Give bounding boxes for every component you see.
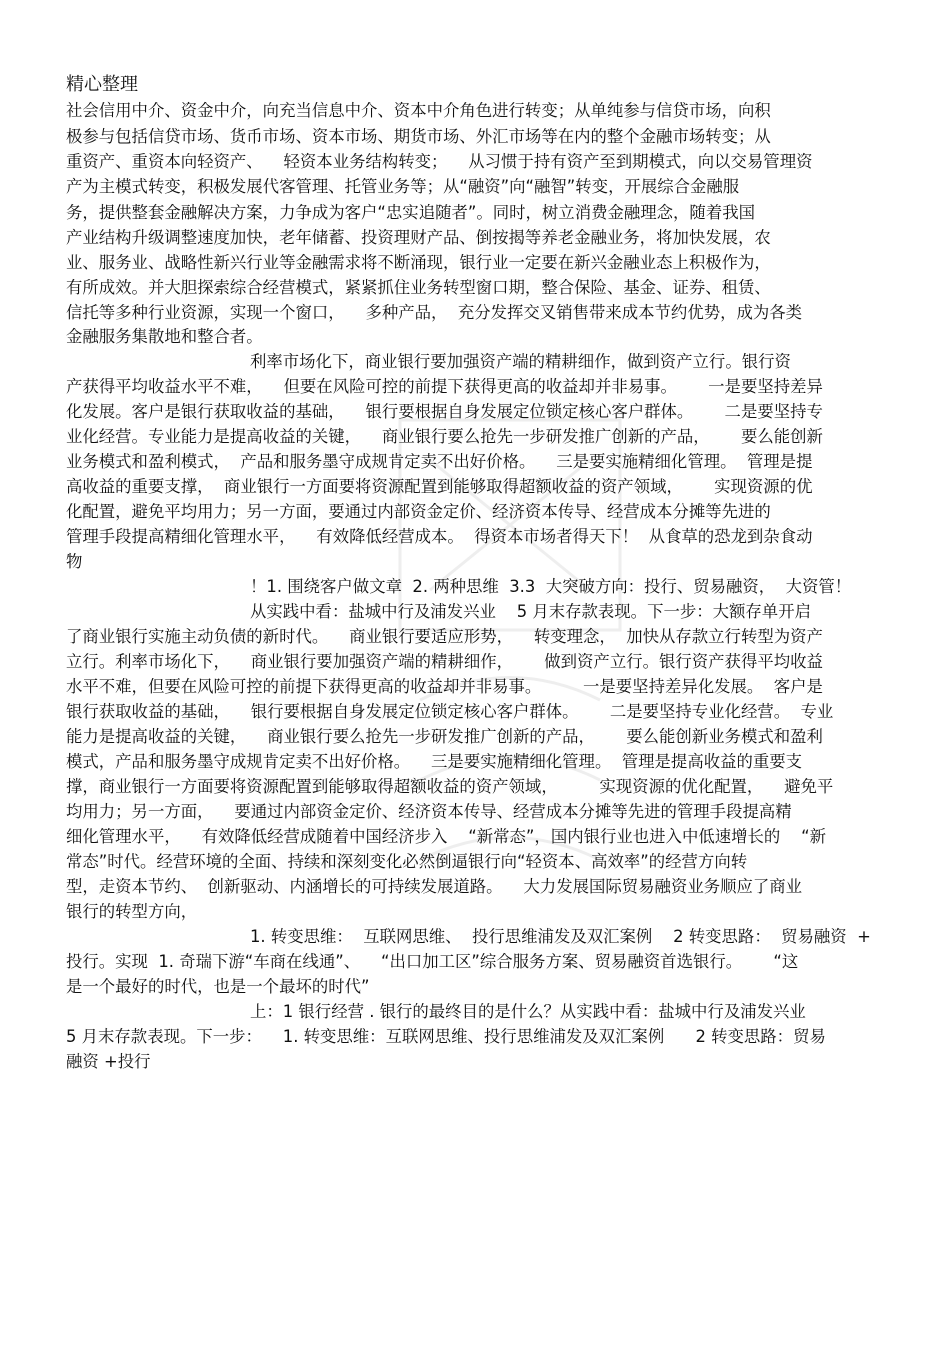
text-line: 业、服务业、战略性新兴行业等金融需求将不断涌现，银行业一定要在新兴金融业态上积极作为， [66, 253, 771, 272]
text-line: ！1. 围绕客户做文章 2. 两种思维 3.3 大突破方向：投行、贸易融资， 大资管！ [250, 577, 852, 596]
text-line: 金融服务集散地和整合者。 [66, 327, 263, 346]
text-line: 社会信用中介、资金中介，向充当信息中介、资本中介角色进行转变；从单纯参与信贷市场，向积 [66, 101, 771, 120]
text-line: 务，提供整套金融解决方案，力争成为客户“忠实追随者”。同时，树立消费金融理念，随着我国 [66, 203, 755, 222]
text-line: 融资 +投行 [66, 1052, 151, 1071]
text-line: 水平不难，但要在风险可控的前提下获得更高的收益却并非易事。 一是要坚持差异化发展。 客户是 [66, 677, 823, 696]
text-line: 投行。实现 1. 奇瑞下游“车商在线通”、 “出口加工区”综合服务方案、贸易融资首选银行。 “这 [66, 952, 799, 971]
text-line: 业务模式和盈利模式， 产品和服务墨守成规肯定卖不出好价格。 三是要实施精细化管理。 管理是提 [66, 452, 813, 471]
text-line: 高收益的重要支撑， 商业银行一方面要将资源配置到能够取得超额收益的资产领域， 实现资源的优 [66, 477, 813, 496]
text-line: 常态”时代。经营环境的全面、持续和深刻变化必然倒逼银行向“轻资本、高效率”的经营方向转 [66, 852, 748, 871]
text-line: 模式，产品和服务墨守成规肯定卖不出好价格。 三是要实施精细化管理。 管理是提高收益的重要支 [66, 752, 803, 771]
text-line: 有所成效。并大胆探索综合经营模式，紧紧抓住业务转型窗口期，整合保险、基金、证券、租赁、 [66, 278, 771, 297]
text-line: 能力是提高收益的关键， 商业银行要么抢先一步研发推广创新的产品， 要么能创新业务模式和盈利 [66, 727, 823, 746]
text-line: 撑，商业银行一方面要将资源配置到能够取得超额收益的资产领域， 实现资源的优化配置， 避免平 [66, 777, 834, 796]
text-line: 是一个最好的时代，也是一个最坏的时代” [66, 977, 370, 996]
text-line: 型，走资本节约、 创新驱动、内涵增长的可持续发展道路。 大力发展国际贸易融资业务顺应了商业 [66, 877, 803, 896]
text-line: 信托等多种行业资源，实现一个窗口， 多种产品， 充分发挥交叉销售带来成本节约优势，成为各类 [66, 303, 803, 322]
text-line: 物 [66, 552, 83, 571]
text-line: 上：1 银行经营 . 银行的最终目的是什么？从实践中看：盐城中行及浦发兴业 [250, 1002, 806, 1021]
text-line: 1. 转变思维： 互联网思维、 投行思维浦发及双汇案例 2 转变思路： 贸易融资 + [250, 927, 871, 946]
document-header: 精心整理 [66, 74, 138, 95]
text-line: 极参与包括信贷市场、货币市场、资本市场、期货市场、外汇市场等在内的整个金融市场转变；从 [66, 127, 771, 146]
text-line: 利率市场化下，商业银行要加强资产端的精耕细作，做到资产立行。银行资 [250, 352, 791, 371]
text-line: 产获得平均收益水平不难， 但要在风险可控的前提下获得更高的收益却并非易事。 一是要坚持差异 [66, 377, 823, 396]
text-line: 业化经营。专业能力是提高收益的关键， 商业银行要么抢先一步研发推广创新的产品， 要么能创新 [66, 427, 823, 446]
text-line: 银行的转型方向， [66, 902, 198, 921]
text-line: 均用力；另一方面， 要通过内部资金定价、经济资本传导、经营成本分摊等先进的管理手段提高精 [66, 802, 792, 821]
text-line: 重资产、重资本向轻资产、 轻资本业务结构转变； 从习惯于持有资产至到期模式，向以交易管理资 [66, 152, 813, 171]
text-line: 银行获取收益的基础， 银行要根据自身发展定位锁定核心客户群体。 二是要坚持专业化经营。 专业 [66, 702, 834, 721]
text-line: 化发展。客户是银行获取收益的基础， 银行要根据自身发展定位锁定核心客户群体。 二是要坚持专 [66, 402, 823, 421]
text-line: 从实践中看：盐城中行及浦发兴业 5 月末存款表现。下一步：大额存单开启 [250, 602, 811, 621]
text-line: 了商业银行实施主动负债的新时代。 商业银行要适应形势， 转变理念， 加快从存款立行转型为资产 [66, 627, 823, 646]
text-line: 化配置，避免平均用力；另一方面，要通过内部资金定价、经济资本传导、经营成本分摊等先进的 [66, 502, 771, 521]
text-line: 立行。利率市场化下， 商业银行要加强资产端的精耕细作， 做到资产立行。银行资产获得平均收益 [66, 652, 823, 671]
text-line: 产业结构升级调整速度加快，老年储蓄、投资理财产品、倒按揭等养老金融业务，将加快发展，农 [66, 228, 771, 247]
text-line: 产为主模式转变，积极发展代客管理、托管业务等；从“融资”向“融智”转变，开展综合金融服 [66, 177, 740, 196]
text-line: 细化管理水平， 有效降低经营成随着中国经济步入 “新常态”，国内银行业也进入中低速增长的 “新 [66, 827, 827, 846]
text-line: 5 月末存款表现。下一步： 1. 转变思维：互联网思维、投行思维浦发及双汇案例 2 转变思路：贸易 [66, 1027, 826, 1046]
text-line: 管理手段提高精细化管理水平， 有效降低经营成本。 得资本市场者得天下！ 从食草的恐龙到杂食动 [66, 527, 813, 546]
